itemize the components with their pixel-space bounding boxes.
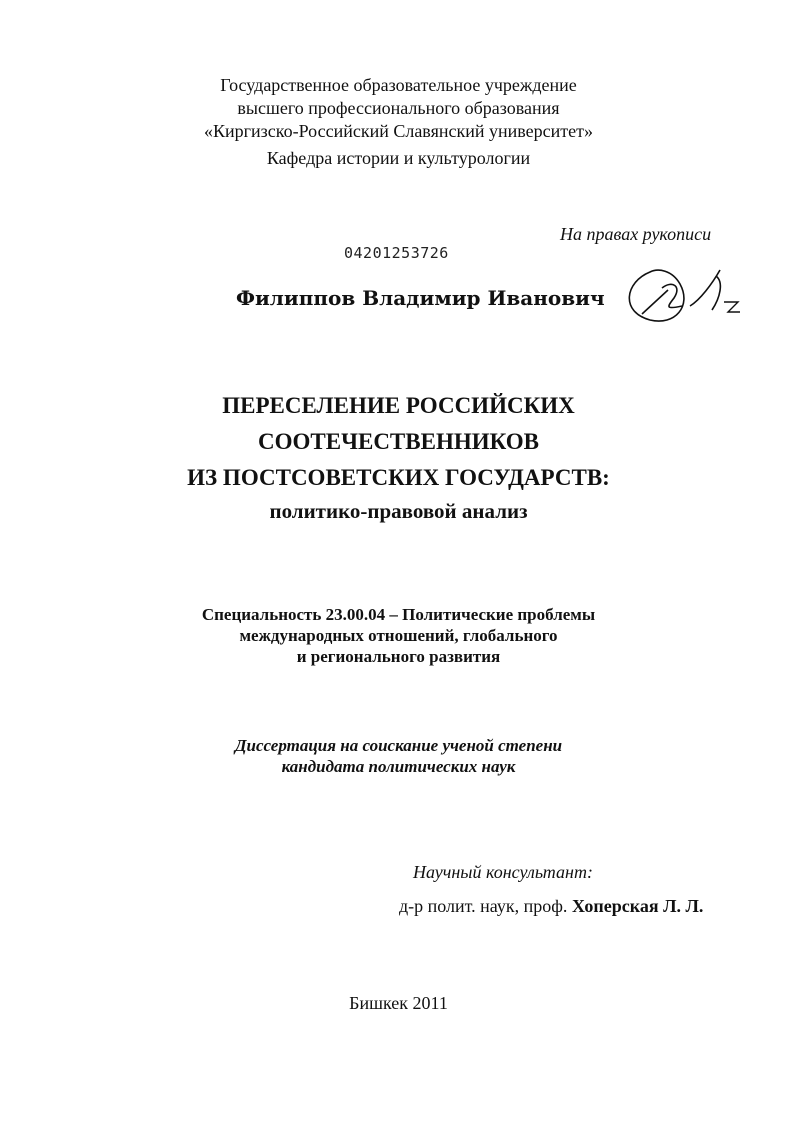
specialty-line-1: Специальность 23.00.04 – Политические проблемы <box>201 605 596 624</box>
signature-icon <box>620 262 750 332</box>
title-line-2: СООТЕЧЕСТВЕННИКОВ <box>258 429 539 454</box>
institution-line-2: высшего профессионального образования <box>237 98 560 118</box>
dissertation-subtitle: политико-правовой анализ <box>269 499 528 523</box>
institution-line-1: Государственное образовательное учреждение <box>220 75 577 95</box>
city-year: Бишкек 2011 <box>349 993 448 1013</box>
degree-line-1: Диссертация на соискание ученой степени <box>234 736 563 755</box>
institution-block <box>0 74 797 143</box>
advisor-degree: д-р полит. наук, проф. <box>399 896 568 916</box>
advisor-label: Научный консультант: <box>413 862 593 882</box>
specialty-line-2: международных отношений, глобального <box>239 626 558 645</box>
institution-line-3: «Киргизско-Российский Славянский университет» <box>204 121 593 141</box>
manuscript-note: На правах рукописи <box>560 224 712 244</box>
specialty-line-3: и регионального развития <box>296 647 501 666</box>
advisor-name: Хоперская Л. Л. <box>571 896 704 916</box>
registration-code: 04201253726 <box>344 244 449 262</box>
author-name: Филиппов Владимир Иванович <box>236 286 605 310</box>
department: Кафедра истории и культурологии <box>266 148 531 168</box>
title-line-1: ПЕРЕСЕЛЕНИЕ РОССИЙСКИХ <box>222 393 575 418</box>
dissertation-title <box>0 388 797 496</box>
specialty-block <box>0 604 797 667</box>
advisor-info <box>399 896 703 917</box>
dissertation-degree-block <box>0 735 797 777</box>
degree-line-2: кандидата политических наук <box>281 757 516 776</box>
title-line-3: ИЗ ПОСТСОВЕТСКИХ ГОСУДАРСТВ: <box>187 465 610 490</box>
